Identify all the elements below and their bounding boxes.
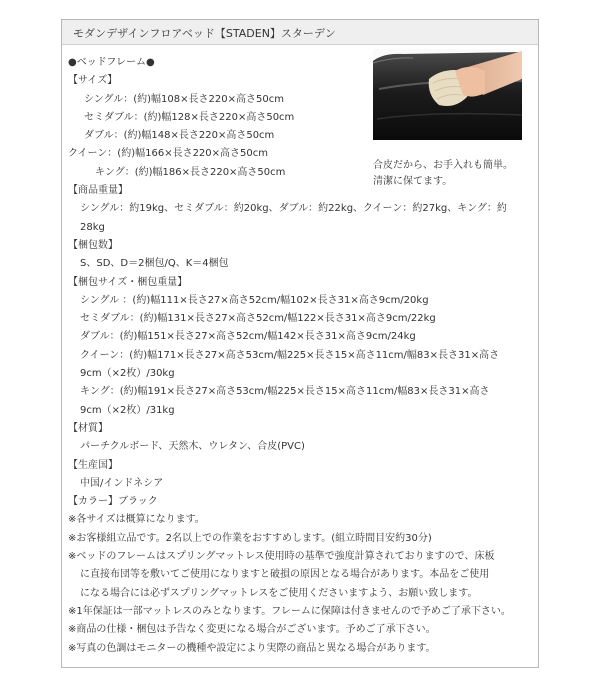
spec-text xyxy=(68,54,534,658)
leather-cleaning-photo xyxy=(373,49,522,140)
panel-header xyxy=(62,20,538,45)
package-count: S、SD、D＝2梱包/Q、K＝4梱包 xyxy=(80,258,229,270)
spec-panel xyxy=(61,19,539,668)
material-value: パーチクルボード、天然木、ウレタン、合皮(PVC) xyxy=(80,441,305,453)
package-king-line-2: 9cm（×2枚）/31kg xyxy=(80,404,175,416)
section-heading-material: 【材質】 xyxy=(68,422,108,434)
photo-caption-line-2: 清潔に保てます。 xyxy=(373,176,453,187)
size-double: ダブル：(約)幅148×長さ220×高さ50cm xyxy=(84,130,275,142)
photo-caption-line-1: 合皮だから、お手入れも簡単。 xyxy=(373,160,513,171)
section-heading-frame: ●ベッドフレーム● xyxy=(68,57,155,68)
size-semi-double: セミダブル：(約)幅128×長さ220×高さ50cm xyxy=(84,111,295,123)
color-line: 【カラー】ブラック xyxy=(68,496,158,508)
photo-caption xyxy=(373,158,533,190)
section-heading-size: 【サイズ】 xyxy=(68,75,118,87)
note-frame-strength-1: ※ベッドのフレームはスプリングマットレス使用時の基準で強度計算されておりますので、床板 xyxy=(68,551,495,563)
size-single: シングル：(約)幅108×長さ220×高さ50cm xyxy=(84,93,284,105)
note-frame-strength-2: に直接布団等を敷いてご使用になりますと破損の原因となる場合があります。本品をご使用 xyxy=(80,569,490,581)
package-queen-line-1: クイーン：(約)幅171×長さ27×高さ53cm/幅225×長さ15×高さ11cm/幅83×長さ31×高さ xyxy=(80,349,500,361)
package-queen-line-2: 9cm（×2枚）/30kg xyxy=(80,368,175,380)
package-double: ダブル：(約)幅151×長さ27×高さ52cm/幅142×長さ31×高さ9cm/24kg xyxy=(80,331,416,343)
note-frame-strength-3: になる場合には必ずスプリングマットレスをご使用くださいますよう、お願い致します。 xyxy=(80,587,478,599)
note-warranty: ※1年保証は一部マットレスのみとなります。フレームに保障は付きませんので予めご了承下さい。 xyxy=(68,605,511,617)
product-title: モダンデザインフロアベッド【STADEN】スターデン xyxy=(73,27,336,40)
weight-line-1: シングル：約19kg、セミダブル：約20kg、ダブル：約22kg、クイーン：約27kg、キング：約 xyxy=(80,203,507,215)
weight-line-2: 28kg xyxy=(80,221,105,233)
size-queen: クイーン：(約)幅166×長さ220×高さ50cm xyxy=(68,148,268,160)
note-approx-size: ※各サイズは概算になります。 xyxy=(68,514,205,526)
note-spec-change: ※商品の仕様・梱包は予告なく変更になる場合がございます。予めご了承下さい。 xyxy=(68,624,436,636)
package-single: シングル ：(約)幅111×長さ27×高さ52cm/幅102×長さ31×高さ9cm/20kg xyxy=(80,294,429,306)
section-heading-weight: 【商品重量】 xyxy=(68,185,128,197)
package-king-line-1: キング：(約)幅191×長さ27×高さ53cm/幅225×長さ15×高さ11cm/幅83×長さ31×高さ xyxy=(80,386,490,398)
section-heading-origin: 【生産国】 xyxy=(68,459,118,471)
section-heading-package-size: 【梱包サイズ・梱包重量】 xyxy=(68,276,188,288)
package-semi-double: セミダブル：(約)幅131×長さ27×高さ52cm/幅122×長さ31×高さ9cm/22kg xyxy=(80,313,436,325)
note-photo-color: ※写真の色調はモニターの機種や設定により実際の商品と異なる場合があります。 xyxy=(68,642,436,654)
section-heading-packages: 【梱包数】 xyxy=(68,239,118,251)
leather-headboard-image xyxy=(373,49,522,140)
size-king: キング：(約)幅186×長さ220×高さ50cm xyxy=(95,166,286,178)
note-assembly: ※お客様組立品です。2名以上での作業をおすすめします。(組立時間目安約30分) xyxy=(68,532,432,544)
origin-value: 中国/インドネシア xyxy=(80,477,164,489)
